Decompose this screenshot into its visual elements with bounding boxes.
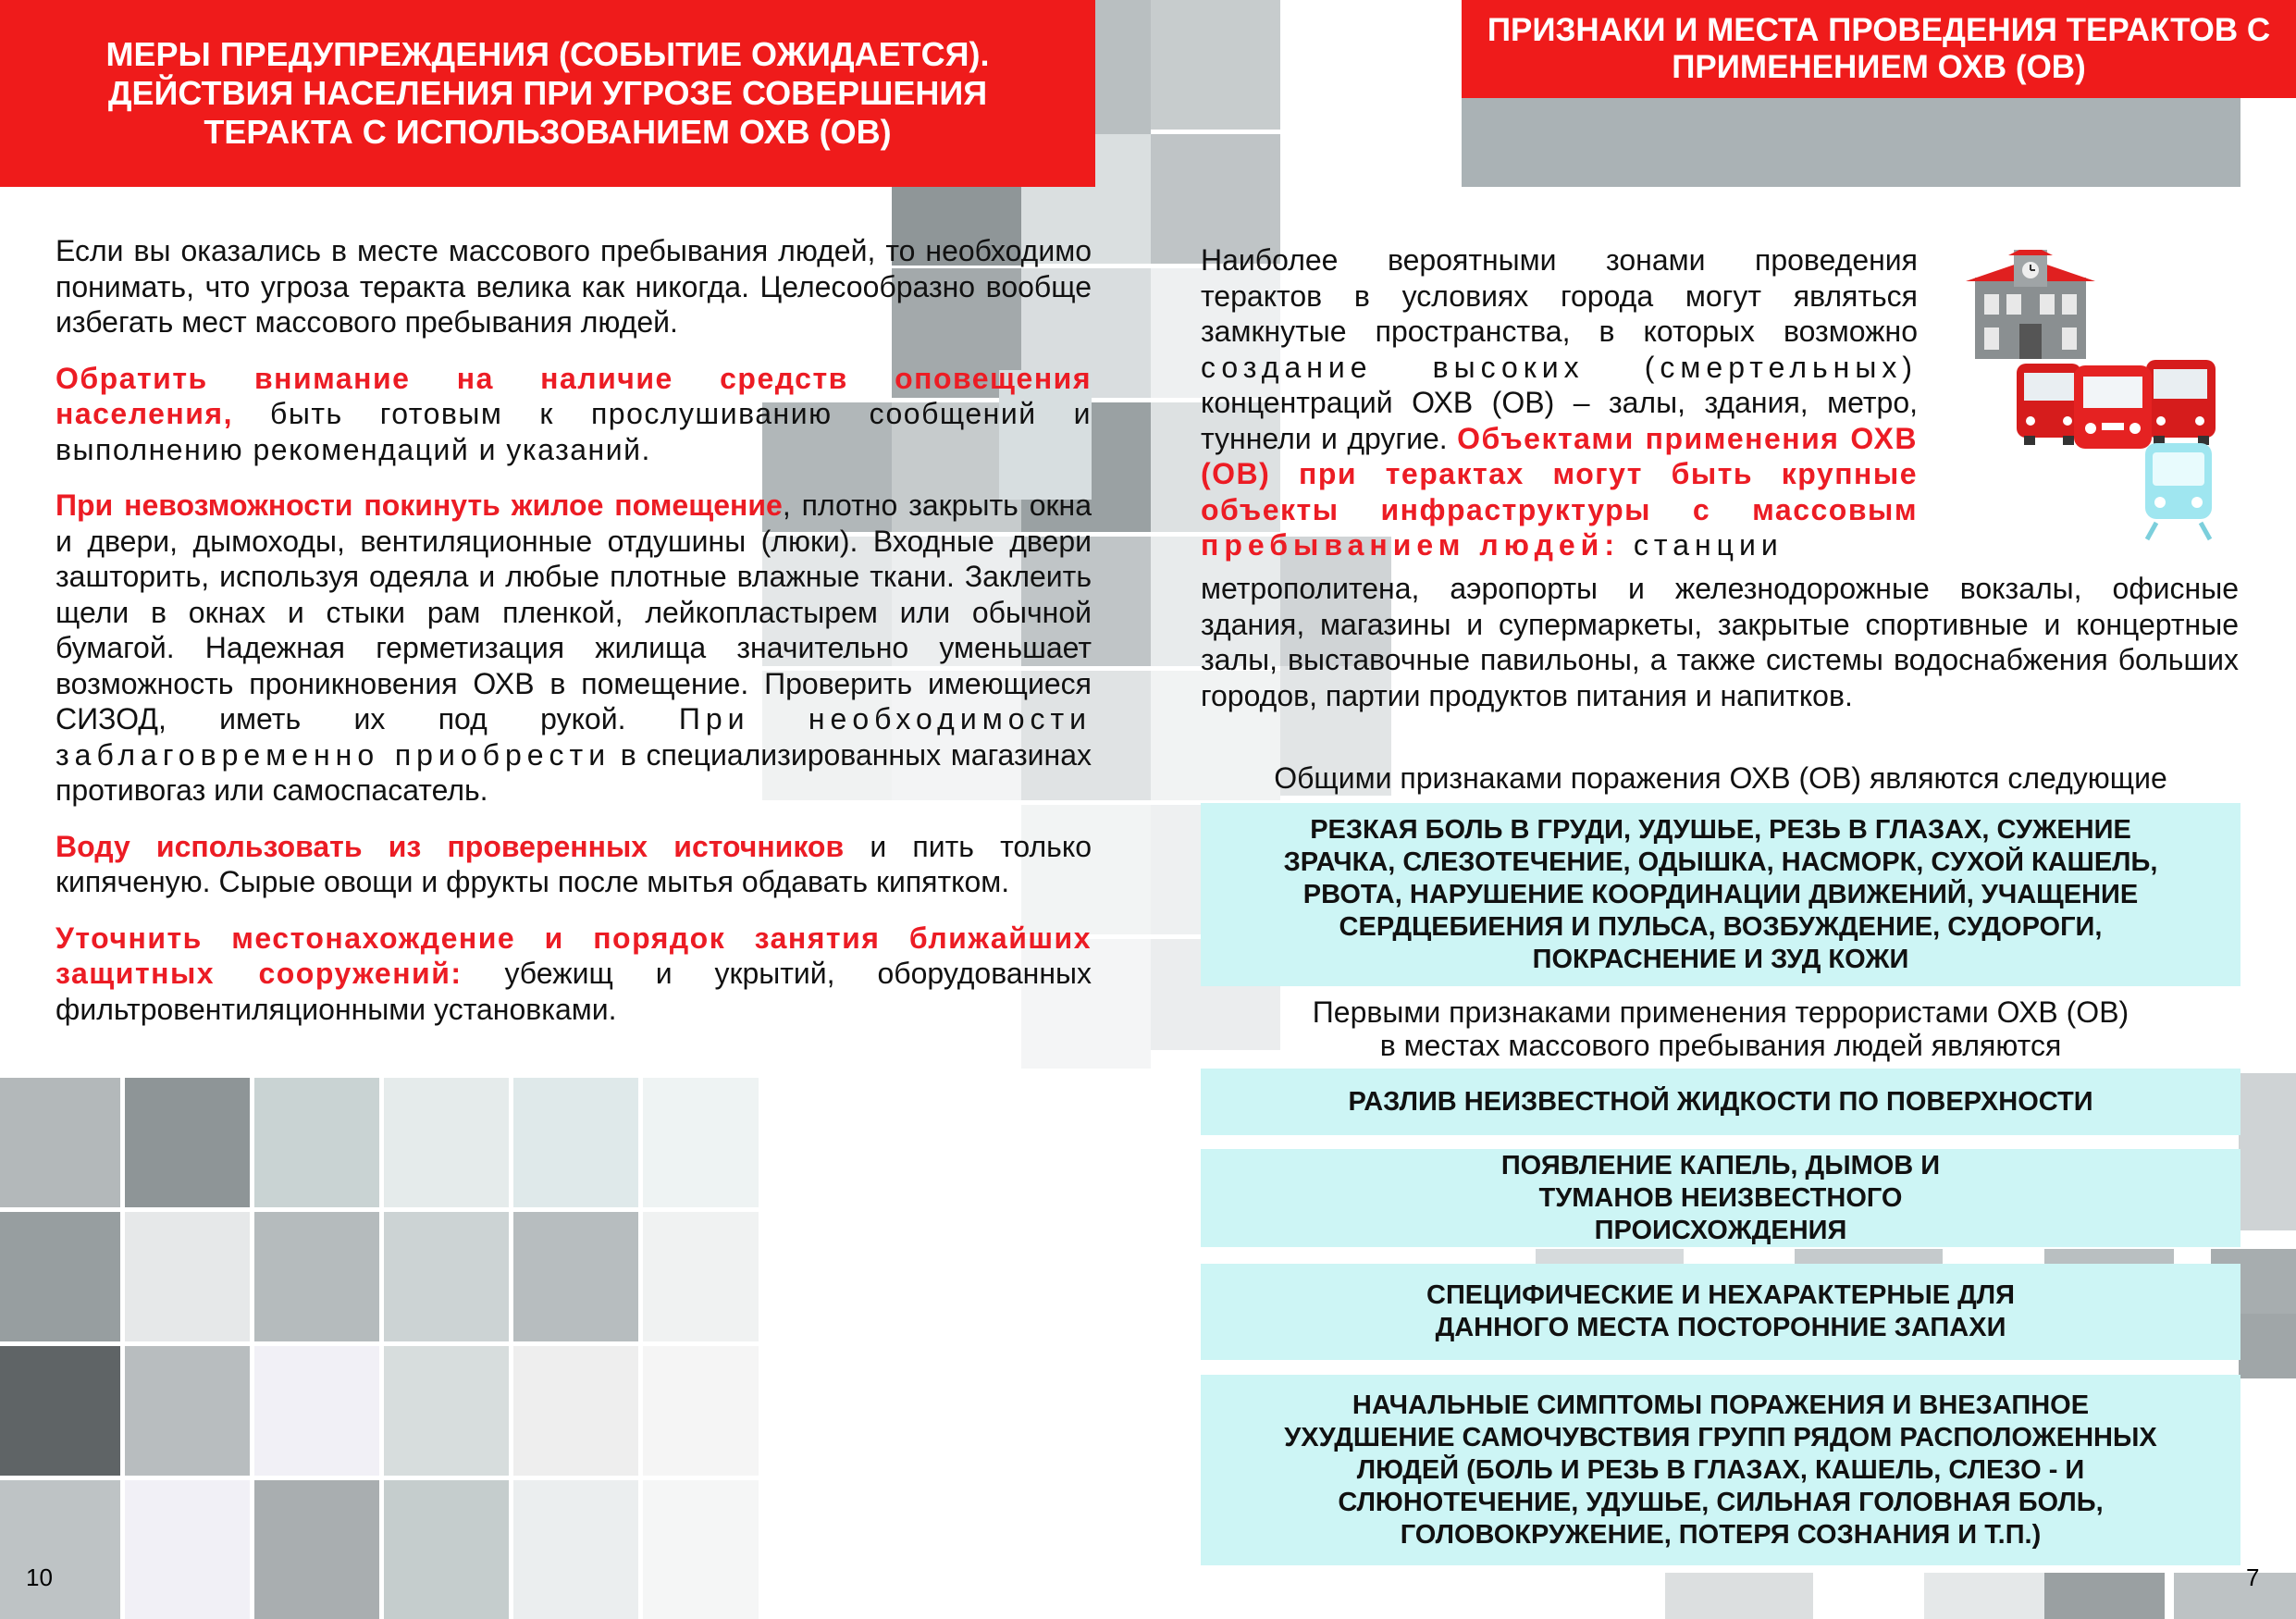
mosaic-tile: [2044, 1573, 2165, 1619]
right-page-intro: [1201, 242, 1918, 563]
general-signs-box: [1201, 803, 2240, 986]
right-page-title: ПРИЗНАКИ И МЕСТА ПРОВЕДЕНИЯ ТЕРАКТОВ С ПРИМЕНЕНИЕМ ОХВ (ОВ): [1487, 12, 2271, 85]
paragraph-text: и пить только кипяченую. Сырые овощи и фрукты после мытья обдавать кипятком.: [56, 829, 1092, 898]
paragraph-water: [56, 829, 1092, 900]
mosaic-tile: [1924, 1573, 2044, 1619]
spaced-text: создание высоких (смертельных): [1201, 350, 1918, 384]
highlight-text: Обратить внимание на наличие средств оповещения населения,: [56, 361, 1092, 430]
general-signs-label: Общими признаками поражения ОХВ (ОВ) являются следующие: [1274, 761, 2167, 795]
mosaic-tile: [384, 1346, 509, 1476]
paragraph-stay-indoors: [56, 488, 1092, 809]
first-signs-label-line-1: Первыми признаками применения террористами ОХВ (ОВ): [1312, 995, 2129, 1029]
paragraph-text: , плотно закрыть окна и двери, дымоходы, вентиляционные отдушины (люки). Входные двери зашторить, используя одеяла и любые плотные влажные ткани. Заклеить щели в окнах и стыки рам пленкой, лейкопластырем или обычной бумагой. Надежная герметизация жилища значительно уменьшает возможность проникновения ОХВ в помещение. Проверить имеющиеся СИЗОД, иметь их под рукой.: [56, 488, 1092, 735]
paragraph-text: быть готовым к прослушиванию сообщений и выполнению рекомендаций и указаний.: [56, 397, 1092, 466]
spaced-text: станции: [1620, 528, 1784, 562]
mosaic-tile: [0, 1480, 120, 1619]
mosaic-tile: [125, 1212, 250, 1341]
paragraph-text: концентраций ОХВ (ОВ) – залы, здания, метро, туннели и другие.: [1201, 386, 1918, 455]
spaced-text: При необходимости заблаговременно приобрести: [56, 702, 1092, 772]
sign-text: НАЧАЛЬНЫЕ СИМПТОМЫ ПОРАЖЕНИЯ И ВНЕЗАПНОЕ УХУДШЕНИЕ САМОЧУВСТВИЯ ГРУПП РЯДОМ РАСПОЛОЖЕННЫХ ЛЮДЕЙ (БОЛЬ И РЕЗЬ В ГЛАЗАХ, КАШЕЛЬ, СЛЕЗО - И СЛЮНОТЕЧЕНИЕ, УДУШЬЕ, СИЛЬНАЯ ГОЛОВНАЯ БОЛЬ, ГОЛОВОКРУЖЕНИЕ, ПОТЕРЯ СОЗНАНИЯ И Т.П.): [1284, 1390, 2157, 1550]
station-building-icon: [1966, 250, 2095, 359]
mosaic-tile: [2239, 1073, 2296, 1230]
paragraph-text: метрополитена, аэропорты и железнодорожные вокзалы, офисные здания, магазины и супермаркеты, закрытые спортивные и концертные залы, выставочные павильоны, а также системы водоснабжения больших городов, партии продуктов питания и напитков.: [1201, 572, 2239, 712]
mosaic-tile: [125, 1480, 250, 1619]
sign-box-symptoms: [1201, 1375, 2240, 1565]
mosaic-tile: [513, 1212, 638, 1341]
mosaic-tile: [0, 1212, 120, 1341]
mosaic-tile: [384, 1480, 509, 1619]
mosaic-tile: [513, 1480, 638, 1619]
paragraph-warning-systems: [56, 361, 1092, 468]
mosaic-tile: [643, 1212, 759, 1341]
right-header-grey-strip: [1462, 98, 2240, 187]
sign-box-odors: [1201, 1264, 2240, 1360]
highlight-text: Уточнить местонахождение и порядок занятия ближайших защитных сооружений:: [56, 921, 1092, 990]
sign-box-liquid: [1201, 1069, 2240, 1135]
mosaic-tile: [1151, 0, 1280, 130]
mosaic-tile: [643, 1078, 759, 1207]
mosaic-tile: [2239, 1314, 2296, 1378]
page-number-left: 10: [26, 1563, 53, 1591]
mosaic-tile: [513, 1346, 638, 1476]
intro-paragraph: [1201, 242, 1918, 563]
paragraph-text: Наиболее вероятными зонами проведения терактов в условиях города могут являться замкнутые пространства, в которых возможно: [1201, 243, 1918, 348]
left-page-header: [0, 0, 1095, 187]
mosaic-tile: [254, 1212, 379, 1341]
sign-box-drops-smoke: [1201, 1149, 2240, 1247]
highlight-text: Объектами применения ОХВ (ОВ) при терактах могут быть крупные объекты инфраструктуры с массовым: [1201, 421, 1919, 526]
right-page-intro-continuation: [1201, 571, 2239, 713]
mosaic-tile: [125, 1078, 250, 1207]
mosaic-tile: [254, 1078, 379, 1207]
highlight-text: пребыванием людей:: [1201, 528, 1620, 562]
mosaic-tile: [254, 1346, 379, 1476]
mosaic-tile: [1665, 1573, 1813, 1619]
paragraph-shelters: [56, 921, 1092, 1028]
paragraph-text: в специализированных магазинах противогаз или самоспасатель.: [56, 737, 1092, 807]
first-signs-label-line-2: в местах массового пребывания людей являются: [1379, 1029, 2062, 1062]
mosaic-tile: [2174, 1573, 2296, 1619]
left-page-title: МЕРЫ ПРЕДУПРЕЖДЕНИЯ (СОБЫТИЕ ОЖИДАЕТСЯ). ДЕЙСТВИЯ НАСЕЛЕНИЯ ПРИ УГРОЗЕ СОВЕРШЕНИЯ ТЕРАКТА С ИСПОЛЬЗОВАНИЕМ ОХВ (ОВ): [105, 35, 990, 151]
buses-icon: [2017, 356, 2225, 449]
general-signs-text: РЕЗКАЯ БОЛЬ В ГРУДИ, УДУШЬЕ, РЕЗЬ В ГЛАЗАХ, СУЖЕНИЕ ЗРАЧКА, СЛЕЗОТЕЧЕНИЕ, ОДЫШКА, НАСМОРК, СУХОЙ КАШЕЛЬ, РВОТА, НАРУШЕНИЕ КООРДИНАЦИИ ДВИЖЕНИЙ, УЧАЩЕНИЕ СЕРДЦЕБИЕНИЯ И ПУЛЬСА, ВОЗБУЖДЕНИЕ, СУДОРОГИ, ПОКРАСНЕНИЕ И ЗУД КОЖИ: [1283, 814, 2158, 974]
paragraph-text: Если вы оказались в месте массового пребывания людей, то необходимо понимать, что угроза теракта велика как никогда. Целесообразно вообще избегать мест массового пребывания людей.: [56, 234, 1092, 339]
mosaic-tile: [384, 1078, 509, 1207]
mosaic-tile: [513, 1078, 638, 1207]
mosaic-tile: [384, 1212, 509, 1341]
sign-text: СПЕЦИФИЧЕСКИЕ И НЕХАРАКТЕРНЫЕ ДЛЯ ДАННОГО МЕСТА ПОСТОРОННИЕ ЗАПАХИ: [1426, 1280, 2015, 1342]
mosaic-tile: [125, 1346, 250, 1476]
paragraph-crowded-places: [56, 233, 1092, 340]
mosaic-tile: [643, 1346, 759, 1476]
sign-text: ПОЯВЛЕНИЕ КАПЕЛЬ, ДЫМОВ И ТУМАНОВ НЕИЗВЕСТНОГО ПРОИСХОЖДЕНИЯ: [1500, 1150, 1941, 1245]
right-page-header: [1462, 0, 2296, 98]
mosaic-tile: [0, 1346, 120, 1476]
page-number-right: 7: [2246, 1563, 2260, 1591]
highlight-text: При невозможности покинуть жилое помещение: [56, 488, 783, 522]
train-icon: [2142, 439, 2216, 541]
paragraph-text: убежищ и укрытий, оборудованных фильтровентиляционными установками.: [56, 957, 1092, 1026]
mosaic-tile: [0, 1078, 120, 1207]
mosaic-tile: [254, 1480, 379, 1619]
mosaic-tile: [643, 1480, 759, 1619]
left-page-body: [56, 233, 1092, 1027]
highlight-text: Воду использовать из проверенных источников: [56, 829, 845, 863]
sign-text: РАЗЛИВ НЕИЗВЕСТНОЙ ЖИДКОСТИ ПО ПОВЕРХНОСТИ: [1348, 1086, 2093, 1117]
